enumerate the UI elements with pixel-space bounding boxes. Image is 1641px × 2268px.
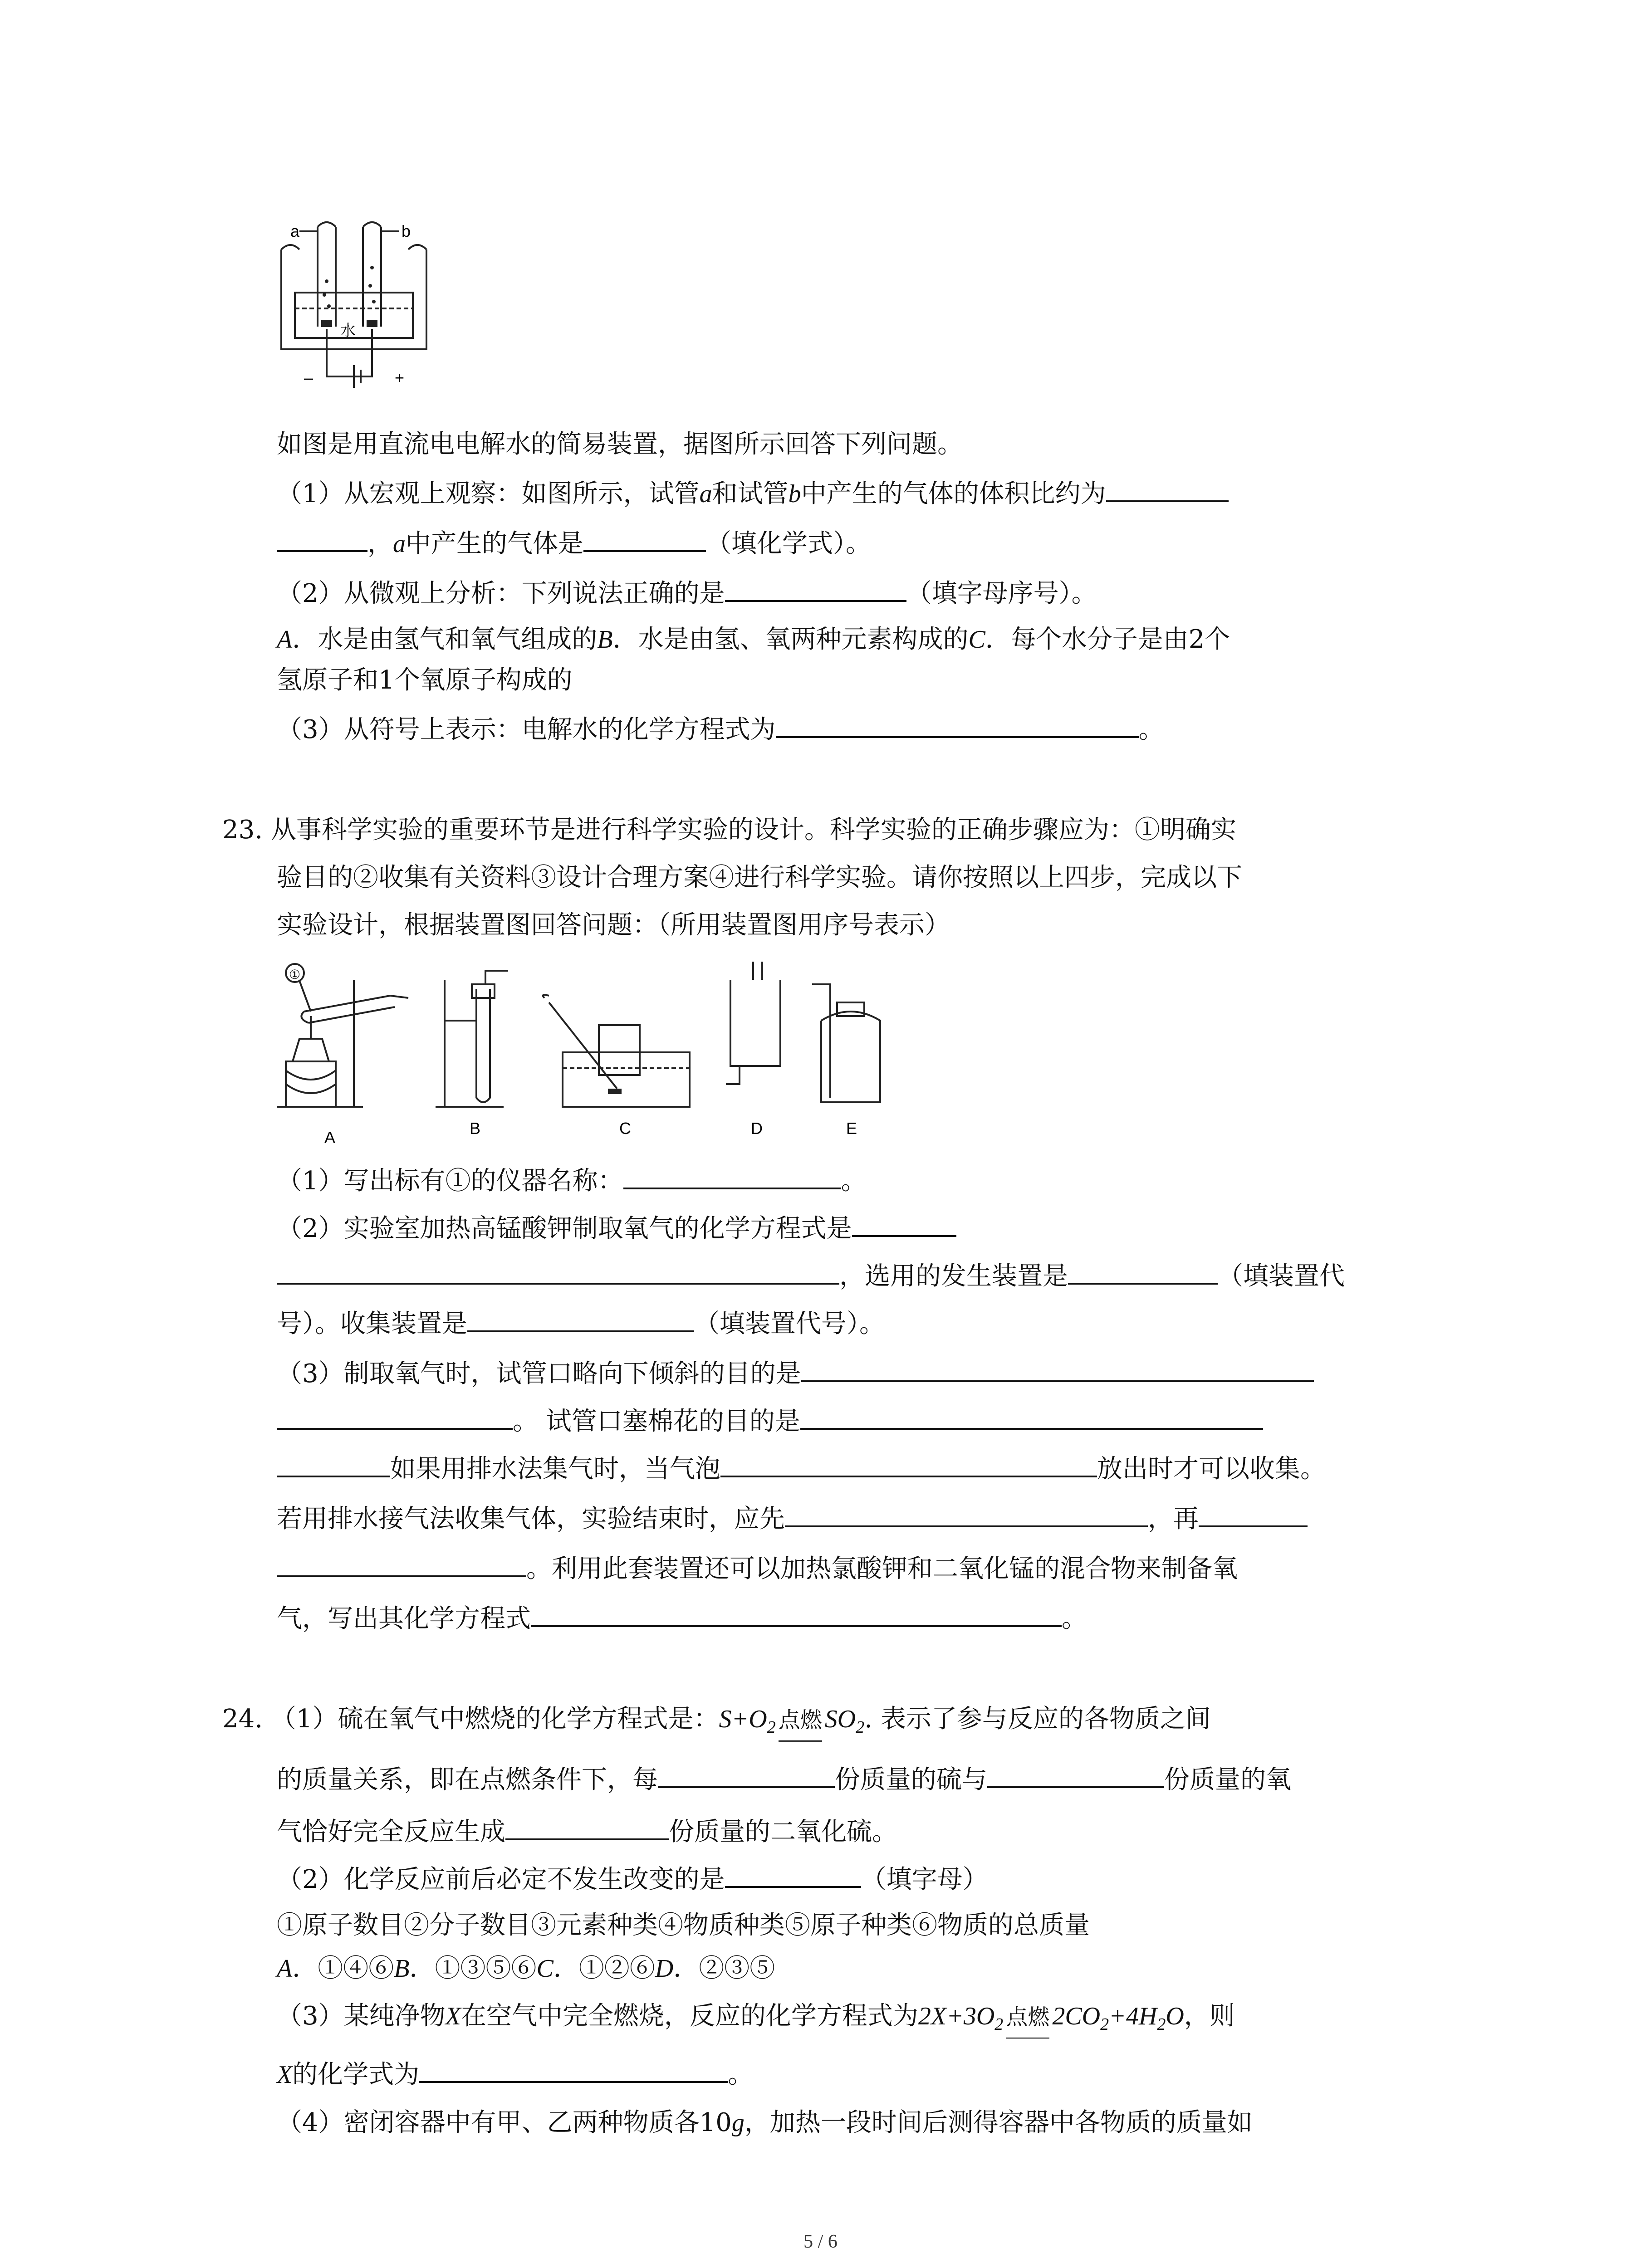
q23-s2-text: （2）实验室加热高锰酸钾制取氧气的化学方程式是	[277, 1214, 852, 1243]
q22-part2	[277, 574, 1097, 612]
q24-opt-b-text: ．①③⑤⑥	[409, 1954, 537, 1983]
label-b: b	[402, 222, 411, 240]
q24-blank-oxygen[interactable]	[987, 1760, 1164, 1788]
q22-p1-b: 和试管	[712, 479, 789, 508]
fig-label-a: A	[324, 1128, 336, 1147]
q22-blank-gas[interactable]	[583, 524, 706, 552]
q23-blank-kclo3-equation[interactable]	[531, 1599, 1062, 1627]
q24-l2: 的质量关系，即在点燃条件下，每	[277, 1765, 658, 1794]
q22-part1-line2: ，a中产生的气体是 （填化学式）。	[277, 524, 871, 562]
q23-blank-instrument[interactable]	[623, 1161, 841, 1189]
q24-l3-b: 份质量的二氧化硫。	[669, 1817, 897, 1847]
q22-p2-tail: （填字母序号）。	[906, 579, 1097, 608]
q22-opt-b: B	[597, 626, 613, 654]
q23-blank-collector[interactable]	[467, 1304, 694, 1332]
q24-l2-c: 份质量的氧	[1164, 1765, 1291, 1794]
q23-s3-f: ，再	[1148, 1504, 1199, 1534]
q24-opt-c: C	[536, 1955, 554, 1983]
label-water: 水	[340, 322, 356, 340]
q23-blank-tilt-1[interactable]	[801, 1354, 1314, 1382]
q23-s3-c: 如果用排水法集气时，当气泡	[390, 1454, 720, 1484]
q24-blank-sulfur[interactable]	[658, 1760, 835, 1788]
q23-s2-line2	[277, 1256, 1345, 1295]
q24-l9-b: ，加热一段时间后测得容器中各物质的质量如	[744, 2108, 1253, 2137]
q24-opt-d: D	[655, 1955, 674, 1983]
label-plus: +	[395, 368, 405, 387]
q23-s3-h: 气，写出其化学方程式	[277, 1604, 531, 1633]
q23-blank-kmno4-1[interactable]	[852, 1209, 956, 1237]
q24-line3	[277, 1812, 897, 1850]
q24-opt-c-text: ．①②⑥	[553, 1954, 655, 1983]
q22-p3-tail: 。	[1138, 715, 1164, 744]
q22-opt-b-text: ．水是由氢、氧两种元素构成的	[612, 625, 969, 654]
q23-s2-d: 号）。收集装置是	[277, 1309, 467, 1339]
q24-l7-eq1-sub: 2	[994, 2015, 1004, 2034]
fig-label-c: C	[619, 1119, 631, 1138]
q22-p1-e: （填化学式）。	[706, 529, 871, 558]
q24-l7-condition: 点燃	[1006, 1999, 1049, 2035]
q23-blank-then-2[interactable]	[277, 1549, 526, 1577]
q23-s3-line5	[277, 1549, 1238, 1587]
q24-opt-d-text: ．②③⑤	[673, 1954, 775, 1983]
q23-line1	[222, 812, 1236, 848]
q23-s3-line2	[277, 1402, 1263, 1440]
q24-blank-so2[interactable]	[505, 1812, 669, 1840]
q23-s3	[277, 1354, 1314, 1392]
q24-l7-eq3: +4H	[1109, 2002, 1157, 2030]
q23-s3-i: 。	[1062, 1604, 1087, 1633]
q24-blank-formula-x[interactable]	[419, 2055, 728, 2083]
q22-intro: 如图是用直流电电解水的简易装置，据图所示回答下列问题。	[277, 430, 963, 459]
q24-blank-unchanged[interactable]	[725, 1860, 861, 1888]
q23-s1-tail: 。	[841, 1166, 867, 1196]
q24-l3: 气恰好完全反应生成	[277, 1817, 505, 1847]
q22-options	[277, 621, 1230, 658]
label-a: a	[290, 222, 300, 240]
label-minus: –	[304, 368, 314, 387]
q23-s2-b: ，选用的发生装置是	[839, 1261, 1068, 1291]
q24-l8-tail: 。	[728, 2060, 754, 2089]
q23-s2	[277, 1209, 956, 1247]
page-number: 5 / 6	[803, 2231, 838, 2252]
q23-s2-line3	[277, 1304, 885, 1342]
fig-mark-1: ①	[289, 967, 301, 982]
q23-s3-d: 放出时才可以收集。	[1097, 1454, 1326, 1484]
q22-blank-ratio-1[interactable]	[1106, 474, 1229, 502]
q24-eq-condition: 点燃	[779, 1702, 822, 1738]
q24-line1	[222, 1701, 1211, 1745]
q24-number: 24.	[222, 1704, 263, 1734]
q24-l4: （2）化学反应前后必定不发生改变的是	[277, 1865, 725, 1894]
q22-part1-line1	[277, 474, 1229, 512]
q24-l7-eq2-sub: 2	[1100, 2015, 1109, 2034]
q23-s3-line6	[277, 1599, 1087, 1637]
q24-eq-s-o: S+O	[719, 1705, 767, 1733]
q24-line6	[277, 1950, 775, 1987]
q22-blank-ratio-2[interactable]	[277, 524, 367, 552]
q22-p1-a: （1）从宏观上观察：如图所示，试管	[277, 479, 700, 508]
q24-l7-eq1: 2X+3O	[918, 2002, 995, 2030]
q23-s3-line3	[277, 1449, 1326, 1487]
q22-part3	[277, 710, 1164, 748]
q23-s3-e: 若用排水接气法收集气体，实验结束时，应先	[277, 1504, 785, 1534]
fig-label-b: B	[470, 1119, 481, 1138]
q23-blank-tilt-2[interactable]	[277, 1402, 513, 1430]
electrolysis-figure	[272, 213, 445, 413]
q22-opt-a: A	[277, 626, 293, 654]
q24-eq-so: SO	[824, 1705, 856, 1733]
q22-p1-var-b: b	[788, 480, 801, 508]
q22-opt-c: C	[968, 626, 985, 654]
q23-blank-cotton-2[interactable]	[277, 1449, 390, 1477]
electrolysis-diagram	[272, 213, 445, 413]
q24-l9: （4）密闭容器中有甲、乙两种物质各10	[277, 2108, 732, 2137]
q23-blank-first[interactable]	[785, 1499, 1148, 1527]
fig-label-d: D	[751, 1119, 763, 1138]
q22-p2: （2）从微观上分析：下列说法正确的是	[277, 579, 725, 608]
q22-opt-cont: 氢原子和1个氧原子构成的	[277, 665, 573, 695]
q24-line8	[277, 2055, 753, 2093]
q24-l1: （1）硫在氧气中燃烧的化学方程式是：	[270, 1704, 719, 1734]
q23-blank-then-1[interactable]	[1199, 1499, 1308, 1527]
q24-l7-c: ，则	[1184, 2001, 1235, 2031]
q24-l7-x: X	[445, 2002, 461, 2030]
q23-s3-text: （3）制取氧气时，试管口略向下倾斜的目的是	[277, 1359, 801, 1388]
q24-l7-b: 在空气中完全燃烧，反应的化学方程式为	[460, 2001, 918, 2031]
q22-p3: （3）从符号上表示：电解水的化学方程式为	[277, 715, 776, 744]
q24-l9-g: g	[731, 2109, 745, 2137]
q22-p1-d: 中产生的气体是	[406, 529, 583, 558]
q24-opt-a: A	[277, 1955, 293, 1983]
q23-line3: 实验设计，根据装置图回答问题：（所用装置图用序号表示）	[277, 910, 950, 940]
q22-blank-equation[interactable]	[776, 710, 1139, 738]
q23-s3-b: 。 试管口塞棉花的目的是	[513, 1407, 800, 1436]
q24-line9	[277, 2105, 1253, 2141]
q23-l1: 从事科学实验的重要环节是进行科学实验的设计。科学实验的正确步骤应为：①明确实	[270, 815, 1236, 845]
q24-eq-sub-1: 2	[767, 1718, 776, 1737]
q23-line2: 验目的②收集有关资料③设计合理方案④进行科学实验。请你按照以上四步，完成以下	[277, 863, 1242, 892]
q23-blank-generator[interactable]	[1068, 1256, 1218, 1285]
lab-apparatus-figure	[272, 953, 907, 1152]
q24-line2	[277, 1760, 1291, 1798]
q24-l7: （3）某纯净物	[277, 2001, 446, 2031]
q24-line7	[277, 1998, 1235, 2043]
q23-blank-cotton-1[interactable]	[800, 1402, 1263, 1430]
q22-opt-a-text: ．水是由氢气和氧气组成的	[292, 625, 598, 654]
q22-blank-p2[interactable]	[725, 574, 906, 602]
q22-p1-c: 中产生的气体的体积比约为	[801, 479, 1106, 508]
q23-s3-g: 。利用此套装置还可以加热氯酸钾和二氧化锰的混合物来制备氧	[526, 1554, 1238, 1584]
q24-opt-a-text: ．①④⑥	[292, 1954, 394, 1983]
fig-label-e: E	[846, 1119, 857, 1138]
q24-l7-eq4: O	[1166, 2002, 1184, 2030]
q23-s3-line4	[277, 1499, 1308, 1537]
q23-blank-bubbles[interactable]	[720, 1449, 1097, 1477]
q22-opt-c-text: ．每个水分子是由2个	[985, 625, 1230, 654]
q24-l7-eq2: 2CO	[1052, 2002, 1101, 2030]
lab-apparatus-diagram	[272, 953, 907, 1152]
q22-p1-var-a: a	[699, 480, 712, 508]
q24-l7-eq3-sub: 2	[1157, 2015, 1166, 2034]
q24-l1-tail: . 表示了参与反应的各物质之间	[864, 1704, 1211, 1734]
q23-s2-e: （填装置代号）。	[694, 1309, 885, 1339]
q23-s2-c: （填装置代	[1218, 1261, 1345, 1291]
q23-number: 23.	[222, 815, 263, 845]
q24-l8: 的化学式为	[292, 2060, 420, 2089]
q24-eq-sub-2: 2	[856, 1718, 865, 1737]
q23-s1-text: （1）写出标有①的仪器名称：	[277, 1166, 623, 1196]
q24-line4	[277, 1860, 988, 1898]
q23-s1	[277, 1161, 867, 1199]
q24-l8-x: X	[277, 2061, 293, 2089]
q24-l2-b: 份质量的硫与	[835, 1765, 987, 1794]
q23-blank-kmno4-2[interactable]	[277, 1256, 839, 1285]
q22-p1-var-a2: a	[393, 530, 406, 558]
q24-l4-b: （填字母）	[861, 1865, 988, 1894]
q24-opt-b: B	[394, 1955, 410, 1983]
q24-line5: ①原子数目②分子数目③元素种类④物质种类⑤原子种类⑥物质的总质量	[277, 1911, 1090, 1940]
